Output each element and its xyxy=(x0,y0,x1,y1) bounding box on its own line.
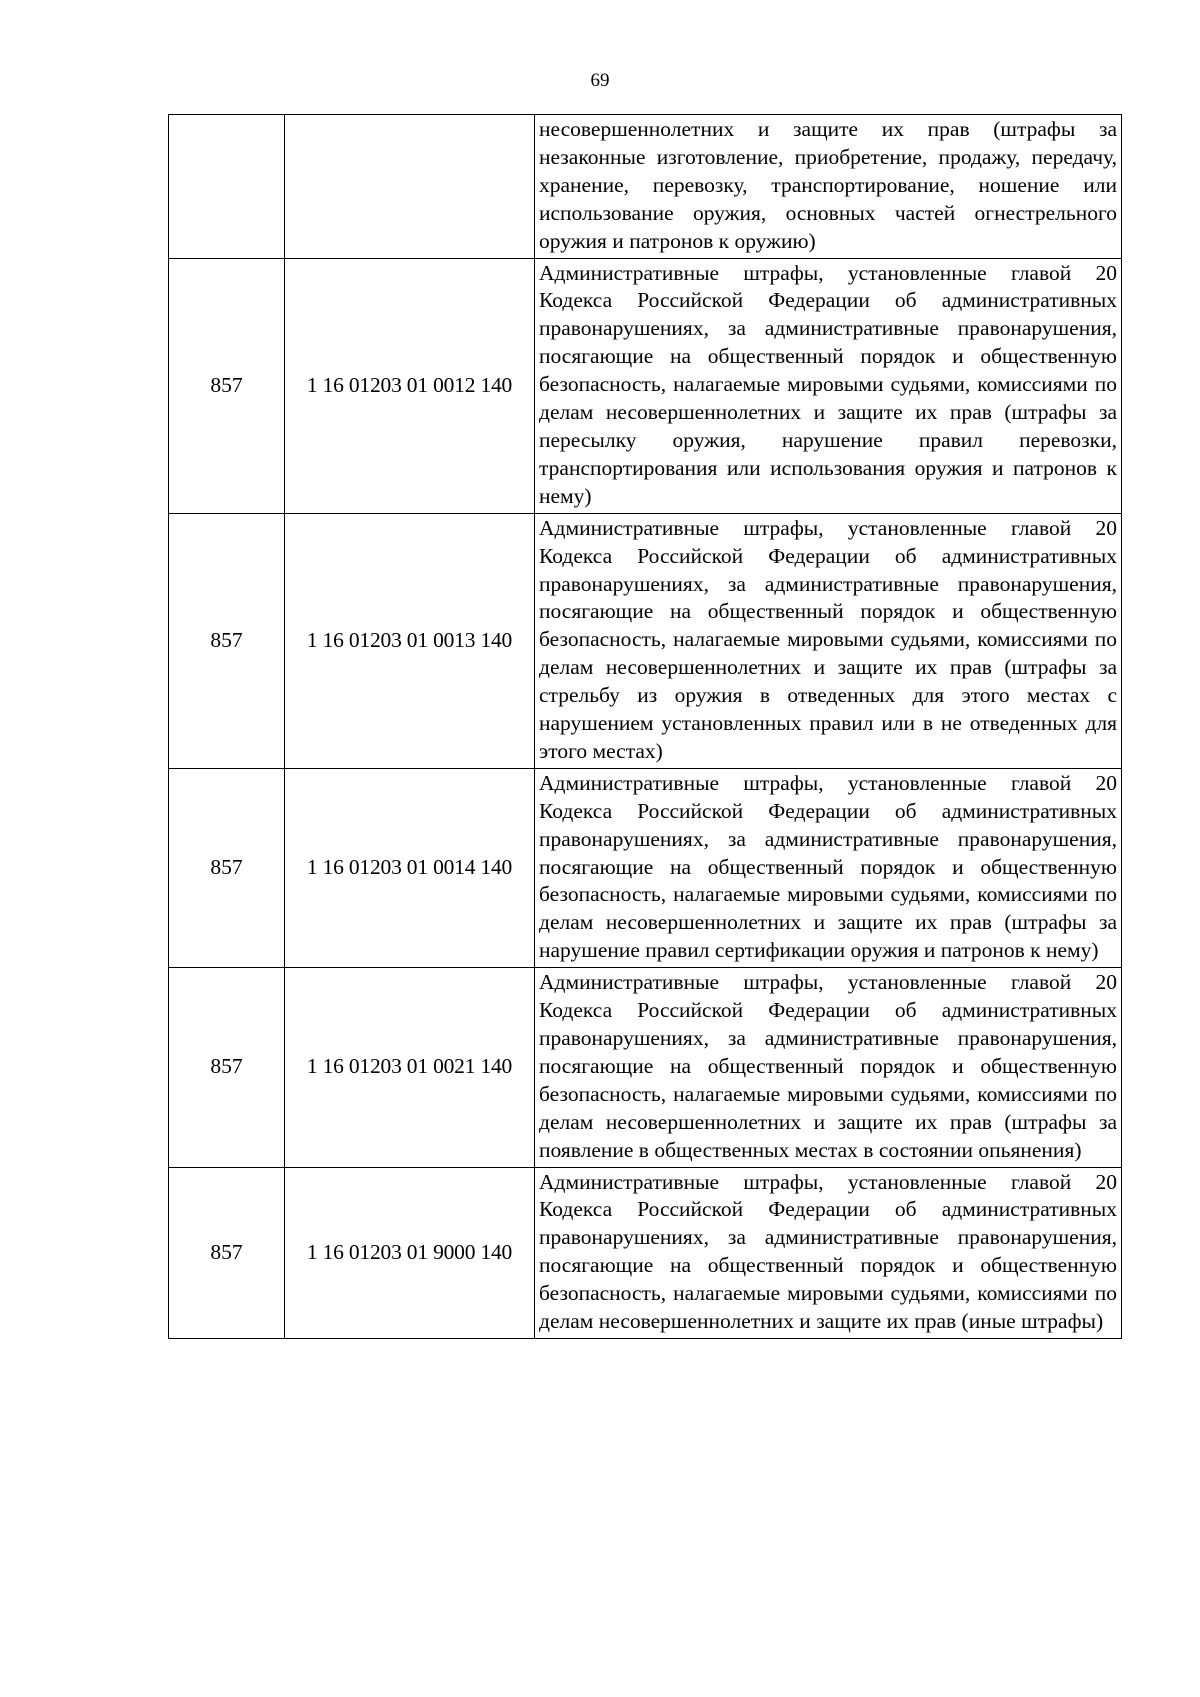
budget-codes-table xyxy=(168,114,1122,1339)
admin-code-cell: 857 xyxy=(169,513,285,768)
budget-code-cell xyxy=(285,115,535,259)
description-cell: несовершеннолетних и защите их прав (штрафы за незаконные изготовление, приобретение, продажу, передачу, хранение, перевозку, транспортирование, ношение или использование оружия, основных частей огнестрельного оружия и патронов к оружию) xyxy=(535,115,1122,259)
admin-code-cell xyxy=(169,115,285,259)
description-cell: Административные штрафы, установленные главой 20 Кодекса Российской Федерации об административных правонарушениях, за административные правонарушения, посягающие на общественный порядок и общественную безопасность, налагаемые мировыми судьями, комиссиями по делам несовершеннолетних и защите их прав (штрафы за нарушение правил сертификации оружия и патронов к нему) xyxy=(535,768,1122,967)
table-row xyxy=(169,1167,1122,1338)
table-row xyxy=(169,968,1122,1167)
budget-code-cell: 1 16 01203 01 0013 140 xyxy=(285,513,535,768)
budget-code-cell: 1 16 01203 01 0014 140 xyxy=(285,768,535,967)
table-row xyxy=(169,768,1122,967)
admin-code-cell: 857 xyxy=(169,1167,285,1338)
budget-code-cell: 1 16 01203 01 0012 140 xyxy=(285,258,535,513)
budget-code-cell: 1 16 01203 01 0021 140 xyxy=(285,968,535,1167)
description-cell: Административные штрафы, установленные главой 20 Кодекса Российской Федерации об административных правонарушениях, за административные правонарушения, посягающие на общественный порядок и общественную безопасность, налагаемые мировыми судьями, комиссиями по делам несовершеннолетних и защите их прав (штрафы за стрельбу из оружия в отведенных для этого местах с нарушением установленных правил или в не отведенных для этого местах) xyxy=(535,513,1122,768)
budget-code-cell: 1 16 01203 01 9000 140 xyxy=(285,1167,535,1338)
description-cell: Административные штрафы, установленные главой 20 Кодекса Российской Федерации об административных правонарушениях, за административные правонарушения, посягающие на общественный порядок и общественную безопасность, налагаемые мировыми судьями, комиссиями по делам несовершеннолетних и защите их прав (штрафы за появление в общественных местах в состоянии опьянения) xyxy=(535,968,1122,1167)
table-row xyxy=(169,513,1122,768)
table-row xyxy=(169,115,1122,259)
admin-code-cell: 857 xyxy=(169,258,285,513)
page-number: 69 xyxy=(590,70,610,91)
table-row xyxy=(169,258,1122,513)
description-cell: Административные штрафы, установленные главой 20 Кодекса Российской Федерации об административных правонарушениях, за административные правонарушения, посягающие на общественный порядок и общественную безопасность, налагаемые мировыми судьями, комиссиями по делам несовершеннолетних и защите их прав (штрафы за пересылку оружия, нарушение правил перевозки, транспортирования или использования оружия и патронов к нему) xyxy=(535,258,1122,513)
admin-code-cell: 857 xyxy=(169,968,285,1167)
admin-code-cell: 857 xyxy=(169,768,285,967)
description-cell: Административные штрафы, установленные главой 20 Кодекса Российской Федерации об административных правонарушениях, за административные правонарушения, посягающие на общественный порядок и общественную безопасность, налагаемые мировыми судьями, комиссиями по делам несовершеннолетних и защите их прав (иные штрафы) xyxy=(535,1167,1122,1338)
